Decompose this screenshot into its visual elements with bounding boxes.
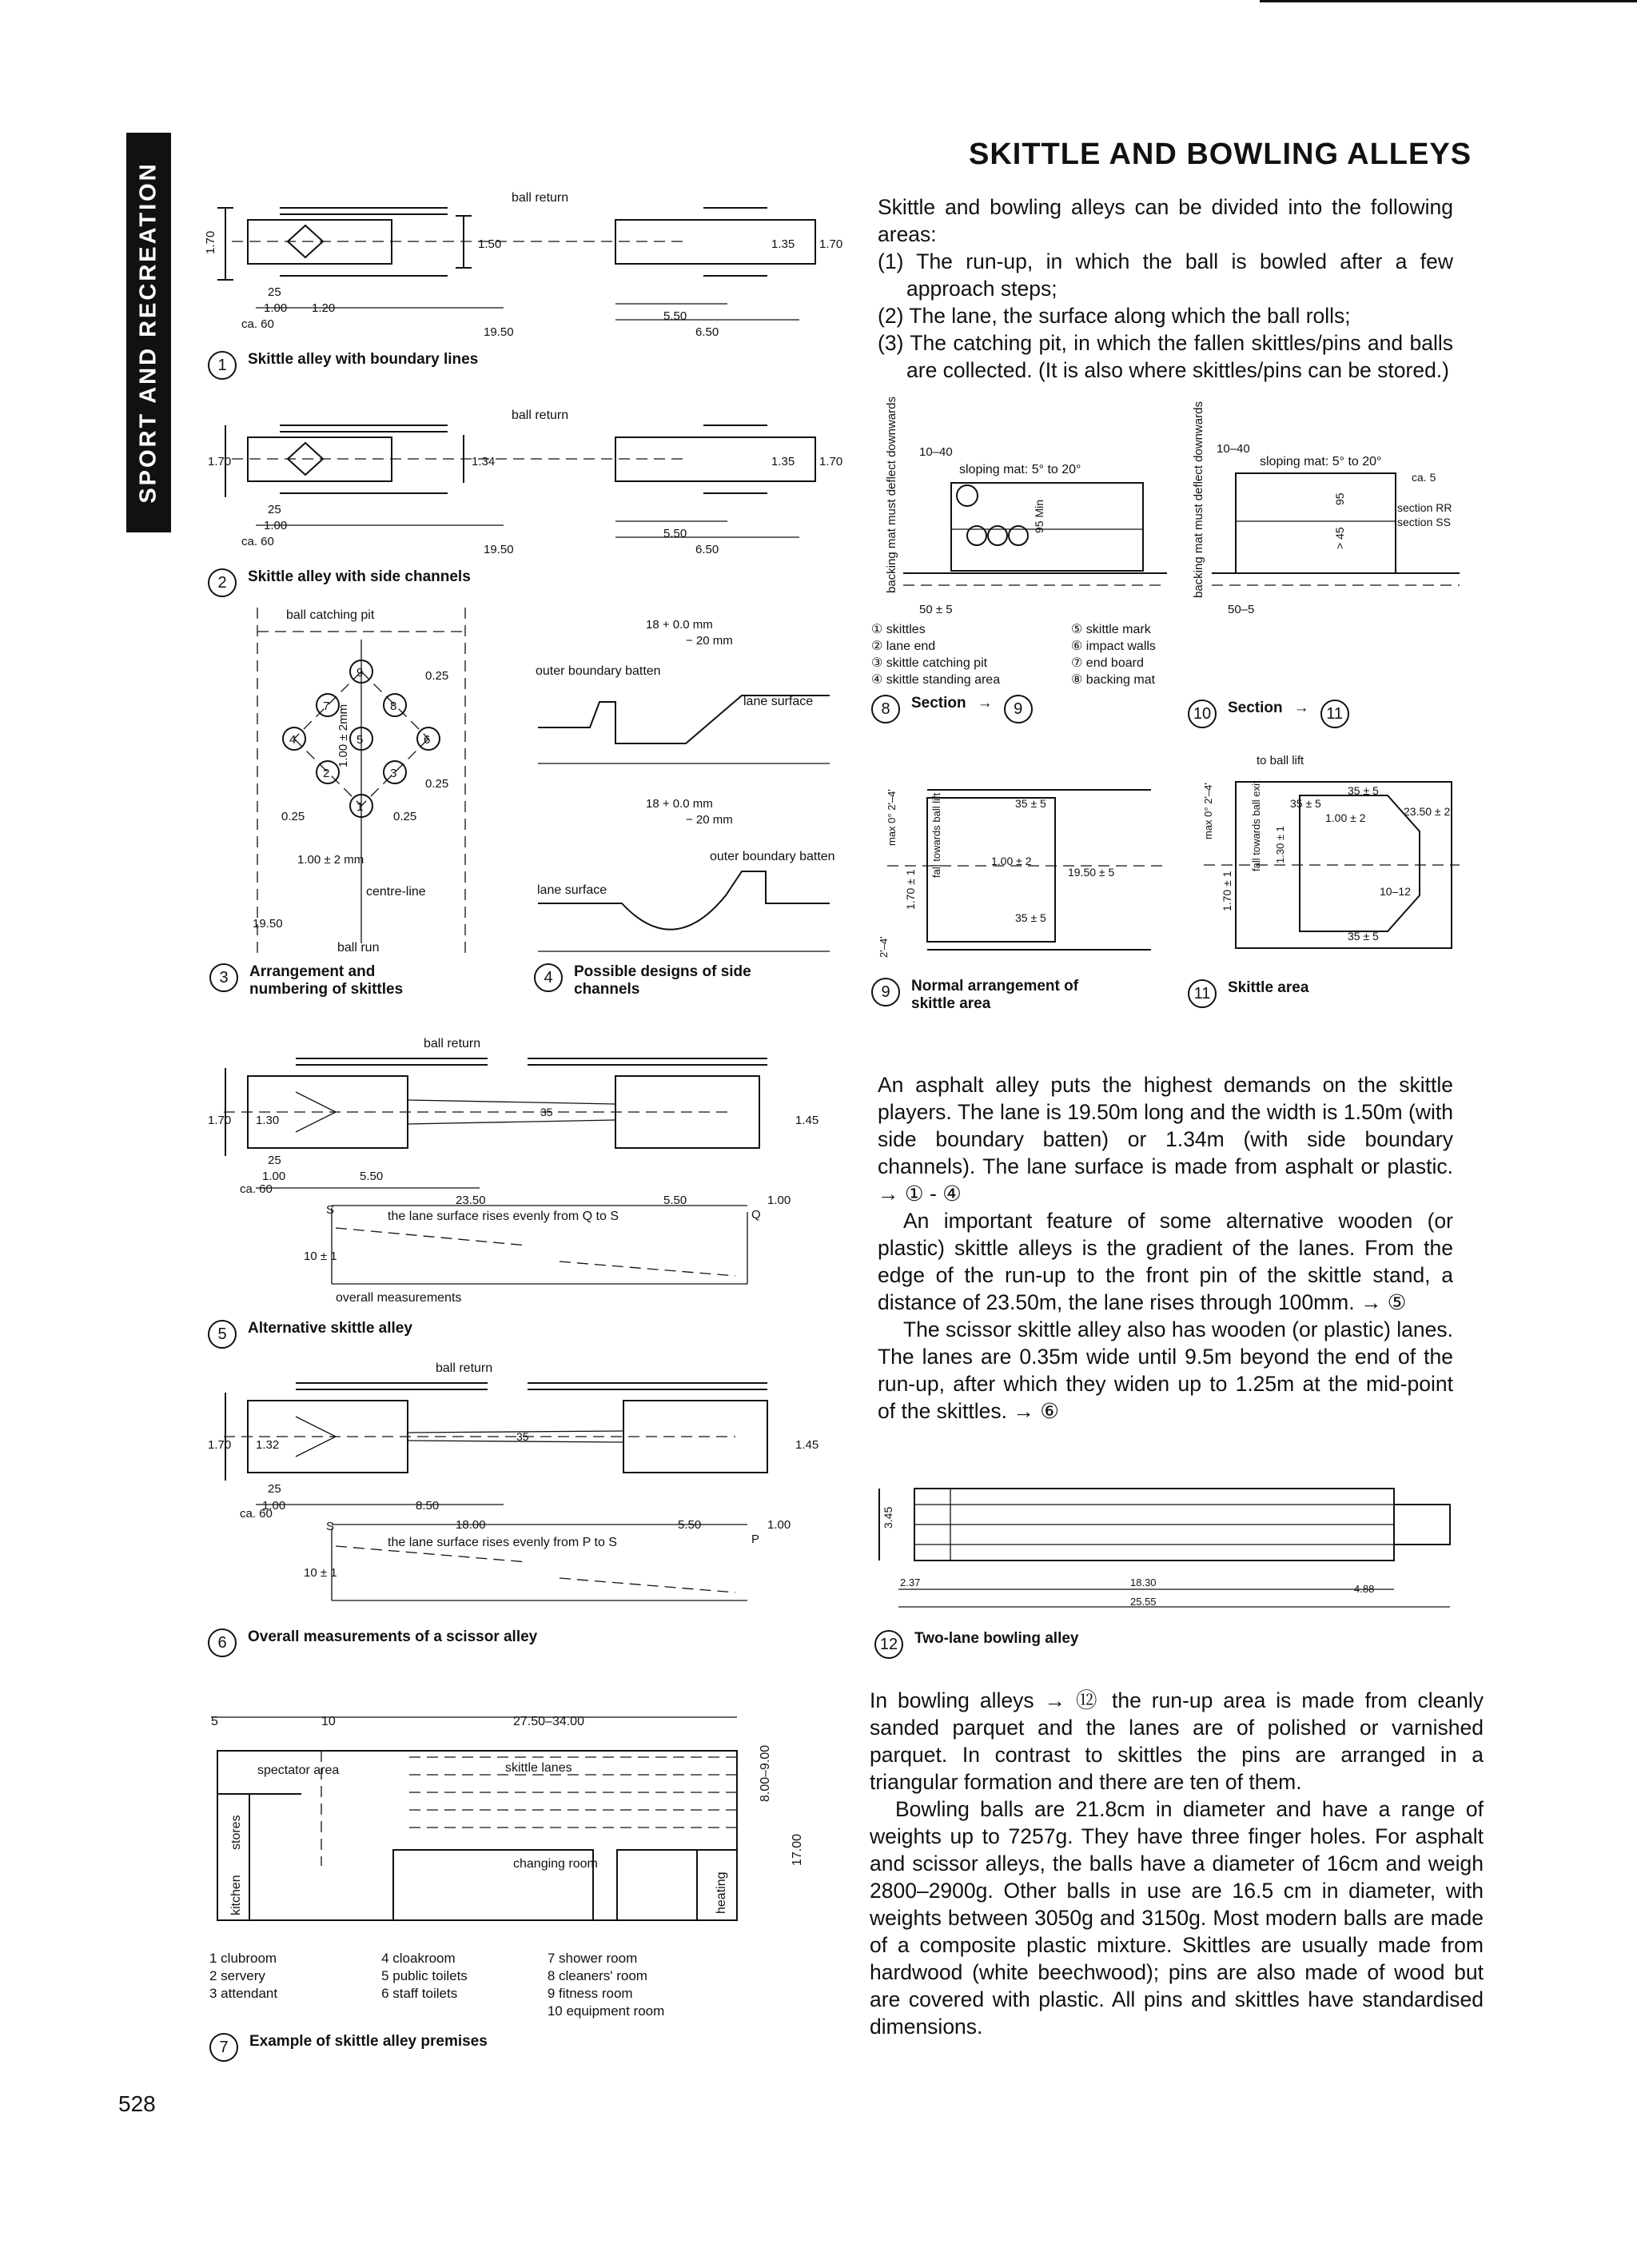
fig1-ball-return: ball return xyxy=(512,191,569,205)
fig6-dim-h: 5.50 xyxy=(678,1518,702,1532)
figure-11-drawing xyxy=(1188,751,1460,975)
fig8-backing: backing mat must deflect downwards xyxy=(885,397,898,593)
figure-8-caption: 8 Section → 9 xyxy=(871,695,1191,723)
figure-7-number: 7 xyxy=(209,2033,238,2062)
page-number: 528 xyxy=(118,2091,156,2116)
fig5-dim-f: ca. 60 xyxy=(240,1182,273,1196)
fig3-dim-c: 1.00 ± 2mm xyxy=(337,704,350,767)
fig7-changing: changing room xyxy=(513,1857,598,1871)
figure-3-caption xyxy=(209,963,505,998)
bowling-paragraph-1: In bowling alleys → ⑫ the run-up area is made from cleanly sanded parquet and the lanes are of polished or varnished parquet. In contrast to skittles the pins are arranged in a triangular formation and there are ten of them. xyxy=(870,1688,1484,1794)
bowling-paragraph-2: Bowling balls are 21.8cm in diameter and have a range of weights up to 7257g. They have three finger holes. For asphalt and scissor alleys, the balls have a diameter of 16cm and weigh 2800–2900g. Other balls in use are 16.5 cm in diameter, with weights between 3050g and 3150g. Most modern balls are made of a composite plastic mixture. Skittles are usually made from hardwood (white beechwood); pins are also made of wood but are covered with plastic. All pins and skittles have standardised dimensions. xyxy=(870,1797,1484,2039)
fig6-dim-a: 1.70 xyxy=(208,1438,232,1452)
fig1-dim-g: 19.50 xyxy=(484,325,514,339)
fig11-dim-f: 10–12 xyxy=(1380,885,1411,898)
fig5-dim-b: 1.30 xyxy=(256,1114,280,1127)
fig12-dim-b: 2.37 xyxy=(900,1576,921,1588)
fig5-dim-k: 35 xyxy=(540,1106,553,1118)
figure-5-title: Alternative skittle alley xyxy=(248,1320,412,1337)
fig7-dim-a: 5 xyxy=(211,1715,218,1728)
fig4-dim-c: 18 + 0.0 mm xyxy=(646,797,713,811)
figure-5-drawing xyxy=(208,1036,831,1316)
figure-7-legend xyxy=(209,1950,833,2020)
fig10-section-rr: section RR xyxy=(1397,501,1452,514)
figure-12-drawing xyxy=(874,1481,1466,1624)
intro-item-2: (2) The lane, the surface along which the ball rolls; xyxy=(878,304,1351,328)
figure-8-title: Section xyxy=(911,695,966,711)
fig4-dim-b: − 20 mm xyxy=(686,634,733,648)
fig5-overall: overall measurements xyxy=(336,1291,462,1305)
fig12-dim-e: 4.88 xyxy=(1354,1583,1375,1595)
figure-4 xyxy=(534,608,838,998)
figure-8-ref: 9 xyxy=(1004,695,1033,723)
bowling-text xyxy=(870,1687,1484,2040)
intro-text xyxy=(878,193,1453,384)
figure-3-number: 3 xyxy=(209,963,238,992)
figure-3-title: Arrangement and numbering of skittles xyxy=(249,963,404,998)
figure-6-drawing xyxy=(208,1361,831,1624)
fig3-dim-e: 19.50 xyxy=(253,917,283,931)
fig4-dim-a: 18 + 0.0 mm xyxy=(646,618,713,632)
fig8-dim-a: 10–40 xyxy=(919,445,953,459)
body-text xyxy=(878,1071,1453,1425)
figure-10-caption: 10 Section → 11 xyxy=(1188,700,1460,728)
figure-3 xyxy=(209,608,505,998)
fig7-lanes: skittle lanes xyxy=(505,1761,572,1775)
fig1-dim-i: 6.50 xyxy=(695,325,719,339)
body-paragraph-1: An asphalt alley puts the highest demands on the skittle players. The lane is 19.50m long and the width is 1.50m (with side boundary batten) or 1.34m (with side boundary channels). The lane surface is made from asphalt or plastic. → ① - ④ xyxy=(878,1073,1453,1206)
fig5-dim-e: 5.50 xyxy=(360,1170,384,1183)
fig10-backing: backing mat must deflect downwards xyxy=(1192,401,1205,598)
figure-11 xyxy=(1188,751,1460,1008)
fig9-dim-f: 2'–4' xyxy=(878,936,890,958)
fig7-legend-col-1: 1 clubroom 2 servery 3 attendant xyxy=(209,1951,278,2001)
figure-10-number: 10 xyxy=(1188,700,1217,728)
fig11-fall: fall towards ball exit xyxy=(1250,780,1262,871)
fig6-label-s: S xyxy=(326,1520,335,1533)
fig9-dim-d: 19.50 ± 5 xyxy=(1068,866,1115,879)
fig4-batten-a: outer boundary batten xyxy=(536,664,661,678)
figure-4-caption xyxy=(534,963,838,998)
figure-4-title: Possible designs of side channels xyxy=(574,963,751,998)
intro-item-1: (1) The run-up, in which the ball is bowled after a few approach steps; xyxy=(878,249,1453,301)
figure-2-drawing xyxy=(208,409,843,561)
fig11-dim-b: 1.30 ± 1 xyxy=(1274,826,1286,863)
svg-text:1: 1 xyxy=(356,800,364,814)
figure-5 xyxy=(208,1036,831,1349)
fig9-dim-b: 35 ± 5 xyxy=(1015,797,1046,810)
fig5-dim-j: 1.45 xyxy=(795,1114,819,1127)
figure-10-ref: 11 xyxy=(1320,700,1349,728)
fig6-dim-k: 35 xyxy=(516,1430,529,1443)
figure-2-title: Skittle alley with side channels xyxy=(248,568,471,585)
body-paragraph-2: An important feature of some alternative wooden (or plastic) skittle alleys is the gradient of the lanes. From the edge of the run-up to the front pin of the skittle stand, a distance of 23.50m, the lane rises through 100mm. → ⑤ xyxy=(878,1209,1453,1314)
fig6-dim-b: 1.32 xyxy=(256,1438,280,1452)
fig1-dim-f: ca. 60 xyxy=(241,317,274,331)
fig4-dim-d: − 20 mm xyxy=(686,813,733,827)
figure-5-number: 5 xyxy=(208,1320,237,1349)
fig10-dim-a: 10–40 xyxy=(1217,442,1250,456)
figure-1-title: Skittle alley with boundary lines xyxy=(248,351,479,368)
figure-9-drawing xyxy=(871,758,1175,974)
fig1-dim-e: 1.20 xyxy=(312,301,336,315)
figure-1 xyxy=(204,191,843,380)
figure-7-title: Example of skittle alley premises xyxy=(249,2033,488,2050)
fig3-centre-line: centre-line xyxy=(366,885,426,899)
fig6-dim-l: 10 ± 1 xyxy=(304,1566,337,1580)
fig1-dim-c: 25 xyxy=(268,285,281,299)
fig3-dim-g: 0.25 xyxy=(425,777,449,791)
fig1-dim-j: 1.35 xyxy=(771,237,795,251)
figure-11-number: 11 xyxy=(1188,979,1217,1008)
fig7-dim-b: 10 xyxy=(321,1715,336,1728)
fig7-legend-col-2: 4 cloakroom 5 public toilets 6 staff toilets xyxy=(381,1951,468,2001)
fig7-heating: heating xyxy=(715,1871,728,1914)
figure-11-caption xyxy=(1188,979,1460,1008)
fig2-dim-a: 1.70 xyxy=(208,455,232,468)
figure-12-number: 12 xyxy=(874,1630,903,1659)
section-label: SPORT AND RECREATION xyxy=(135,161,161,504)
section-sidebar xyxy=(126,133,171,532)
figure-4-drawing xyxy=(534,608,838,959)
fig5-dim-a: 1.70 xyxy=(208,1114,232,1127)
fig4-surface-b: lane surface xyxy=(537,883,607,897)
fig1-dim-d: 1.00 xyxy=(264,301,288,315)
fig3-dim-d: 1.00 ± 2 mm xyxy=(297,853,364,867)
figure-8 xyxy=(871,397,1191,723)
fig2-dim-f: 19.50 xyxy=(484,543,514,556)
intro-item-3: (3) The catching pit, in which the fallen skittles/pins and balls are collected. (It is also where skittles/pins can be stored.) xyxy=(878,331,1453,382)
figure-7 xyxy=(209,1706,833,2062)
fig11-dim-e: 23.50 ± 2 xyxy=(1404,805,1451,818)
figure-6 xyxy=(208,1361,831,1657)
fig2-ball-return: ball return xyxy=(512,409,569,422)
fig6-label-p: P xyxy=(751,1533,760,1546)
figure-10-drawing xyxy=(1188,401,1460,617)
fig10-dim-d: > 45 xyxy=(1333,527,1346,549)
figure-2-number: 2 xyxy=(208,568,237,597)
fig7-stores: stores xyxy=(229,1815,243,1850)
svg-text:9: 9 xyxy=(356,666,364,680)
figure-9-number: 9 xyxy=(871,978,900,1006)
svg-text:8: 8 xyxy=(390,700,397,713)
intro-lead: Skittle and bowling alleys can be divided into the following areas: xyxy=(878,195,1453,246)
fig6-dim-e: 8.50 xyxy=(416,1499,440,1513)
fig5-label-q: Q xyxy=(751,1208,761,1222)
fig5-dim-l: 10 ± 1 xyxy=(304,1250,337,1263)
fig7-dim-d: 8.00–9.00 xyxy=(759,1744,772,1802)
fig6-dim-i: 1.00 xyxy=(767,1518,791,1532)
fig8-legend: ① skittles ⑤ skittle mark ② lane end ⑥ impact walls ③ skittle catching pit ⑦ end board ④ skittle standing area ⑧ backing mat xyxy=(871,623,1156,687)
fig12-dim-d: 25.55 xyxy=(1130,1596,1157,1608)
fig4-batten-b: outer boundary batten xyxy=(710,850,835,863)
svg-text:6: 6 xyxy=(424,733,431,747)
fig6-dim-f: ca. 60 xyxy=(240,1507,273,1521)
fig2-dim-j: 1.70 xyxy=(819,455,843,468)
fig11-dim-g: 35 ± 5 xyxy=(1290,797,1321,810)
fig11-max: max 0° 2'–4' xyxy=(1202,783,1214,839)
svg-text:4: 4 xyxy=(289,733,297,747)
figure-1-number: 1 xyxy=(208,351,237,380)
fig6-ball-return: ball return xyxy=(436,1361,493,1375)
fig2-dim-g: 5.50 xyxy=(663,527,687,540)
fig4-surface-a: lane surface xyxy=(743,695,814,708)
fig1-dim-a: 1.70 xyxy=(204,230,217,254)
fig10-dim-e: 50–5 xyxy=(1228,603,1255,616)
fig1-dim-k: 1.70 xyxy=(819,237,843,251)
figure-10 xyxy=(1188,401,1460,728)
fig2-dim-d: 1.00 xyxy=(264,519,288,532)
figure-2-caption xyxy=(208,568,831,597)
fig11-dim-a: 1.70 ± 1 xyxy=(1221,871,1233,911)
fig5-dim-h: 5.50 xyxy=(663,1194,687,1207)
fig3-dim-a: 0.25 xyxy=(281,810,305,823)
figure-6-caption xyxy=(208,1628,831,1657)
figure-6-number: 6 xyxy=(208,1628,237,1657)
figure-4-number: 4 xyxy=(534,963,563,992)
figure-9-caption xyxy=(871,978,1175,1013)
figure-9 xyxy=(871,758,1175,1013)
svg-text:3: 3 xyxy=(390,767,397,780)
fig8-mat: sloping mat: 5° to 20° xyxy=(959,463,1081,476)
fig5-dim-g: 23.50 xyxy=(456,1194,486,1207)
figure-8-drawing xyxy=(871,397,1175,617)
fig10-dim-b: ca. 5 xyxy=(1412,471,1436,484)
body-paragraph-3: The scissor skittle alley also has wooden (or plastic) lanes. The lanes are 0.35m wide until 9.5m beyond the end of the run-up, after which they widen up to 1.25m at the mid-point of the skittles. → ⑥ xyxy=(878,1317,1453,1423)
fig11-ball-lift: to ball lift xyxy=(1257,754,1304,767)
fig5-dim-i: 1.00 xyxy=(767,1194,791,1207)
top-rule xyxy=(1260,0,1637,2)
fig10-mat: sloping mat: 5° to 20° xyxy=(1260,455,1382,468)
fig5-dim-d: 1.00 xyxy=(262,1170,286,1183)
fig6-dim-j: 1.45 xyxy=(795,1438,819,1452)
figure-12-title: Two-lane bowling alley xyxy=(914,1630,1079,1647)
fig7-spectator: spectator area xyxy=(257,1764,340,1777)
svg-text:2: 2 xyxy=(323,767,330,780)
fig9-fall: fall towards ball lift xyxy=(930,792,942,878)
fig1-dim-h: 5.50 xyxy=(663,309,687,323)
fig6-dim-d: 1.00 xyxy=(262,1499,286,1513)
fig9-dim-a: 1.70 ± 1 xyxy=(904,869,917,910)
fig2-dim-i: 1.35 xyxy=(771,455,795,468)
svg-text:7: 7 xyxy=(323,700,330,713)
figure-2 xyxy=(208,409,843,597)
fig10-dim-c: 95 xyxy=(1333,492,1346,505)
figure-11-title: Skittle area xyxy=(1228,979,1309,996)
page-title: SKITTLE AND BOWLING ALLEYS xyxy=(969,138,1472,171)
figure-12 xyxy=(874,1481,1466,1659)
figure-1-caption xyxy=(208,351,831,380)
fig7-kitchen: kitchen xyxy=(229,1875,243,1915)
fig5-ball-return: ball return xyxy=(424,1037,481,1050)
figure-10-title: Section xyxy=(1228,700,1283,716)
fig8-dim-c: 50 ± 5 xyxy=(919,603,953,616)
fig7-dim-e: 17.00 xyxy=(791,1833,804,1866)
figure-6-title: Overall measurements of a scissor alley xyxy=(248,1628,538,1645)
fig12-dim-c: 18.30 xyxy=(1130,1576,1157,1588)
fig6-dim-c: 25 xyxy=(268,1482,281,1496)
fig3-dim-f: 0.25 xyxy=(425,669,449,683)
fig7-legend-col-3: 7 shower room 8 cleaners' room 9 fitness room 10 equipment room xyxy=(547,1951,665,2019)
figure-3-drawing xyxy=(209,608,505,959)
figure-9-title: Normal arrangement of skittle area xyxy=(911,978,1079,1012)
fig2-dim-h: 6.50 xyxy=(695,543,719,556)
fig2-dim-e: ca. 60 xyxy=(241,535,274,548)
figure-8-number: 8 xyxy=(871,695,900,723)
fig2-dim-c: 25 xyxy=(268,503,281,516)
fig6-note: the lane surface rises evenly from P to S xyxy=(388,1536,617,1549)
fig3-ball-run: ball run xyxy=(337,941,380,955)
fig12-dim-a: 3.45 xyxy=(882,1506,894,1529)
fig11-dim-d: 1.00 ± 2 xyxy=(1325,811,1366,824)
fig8-dim-b: 95 Min xyxy=(1033,499,1046,533)
fig5-dim-c: 25 xyxy=(268,1154,281,1167)
fig3-dim-b: 0.25 xyxy=(393,810,417,823)
fig5-label-s: S xyxy=(326,1203,335,1217)
figure-1-drawing xyxy=(204,191,843,344)
svg-text:5: 5 xyxy=(356,733,364,747)
fig1-dim-b: 1.50 xyxy=(478,237,502,251)
fig2-dim-b: 1.34 xyxy=(472,455,496,468)
fig6-dim-g: 18.00 xyxy=(456,1518,486,1532)
fig11-dim-h: 35 ± 5 xyxy=(1348,930,1379,943)
figure-5-caption xyxy=(208,1320,831,1349)
fig9-dim-e: 35 ± 5 xyxy=(1015,911,1046,924)
fig9-dim-c: 1.00 ± 2 xyxy=(991,855,1032,867)
fig5-note: the lane surface rises evenly from Q to S xyxy=(388,1210,619,1223)
figure-7-drawing xyxy=(209,1706,833,1946)
fig10-section-ss: section SS xyxy=(1397,516,1451,528)
fig3-catching-pit: ball catching pit xyxy=(286,608,375,622)
figure-7-caption xyxy=(209,2033,833,2062)
fig7-dim-c: 27.50–34.00 xyxy=(513,1715,584,1728)
figure-12-caption xyxy=(874,1630,1466,1659)
fig9-max: max 0° 2'–4' xyxy=(886,789,898,846)
fig11-dim-c: 35 ± 5 xyxy=(1348,784,1379,797)
